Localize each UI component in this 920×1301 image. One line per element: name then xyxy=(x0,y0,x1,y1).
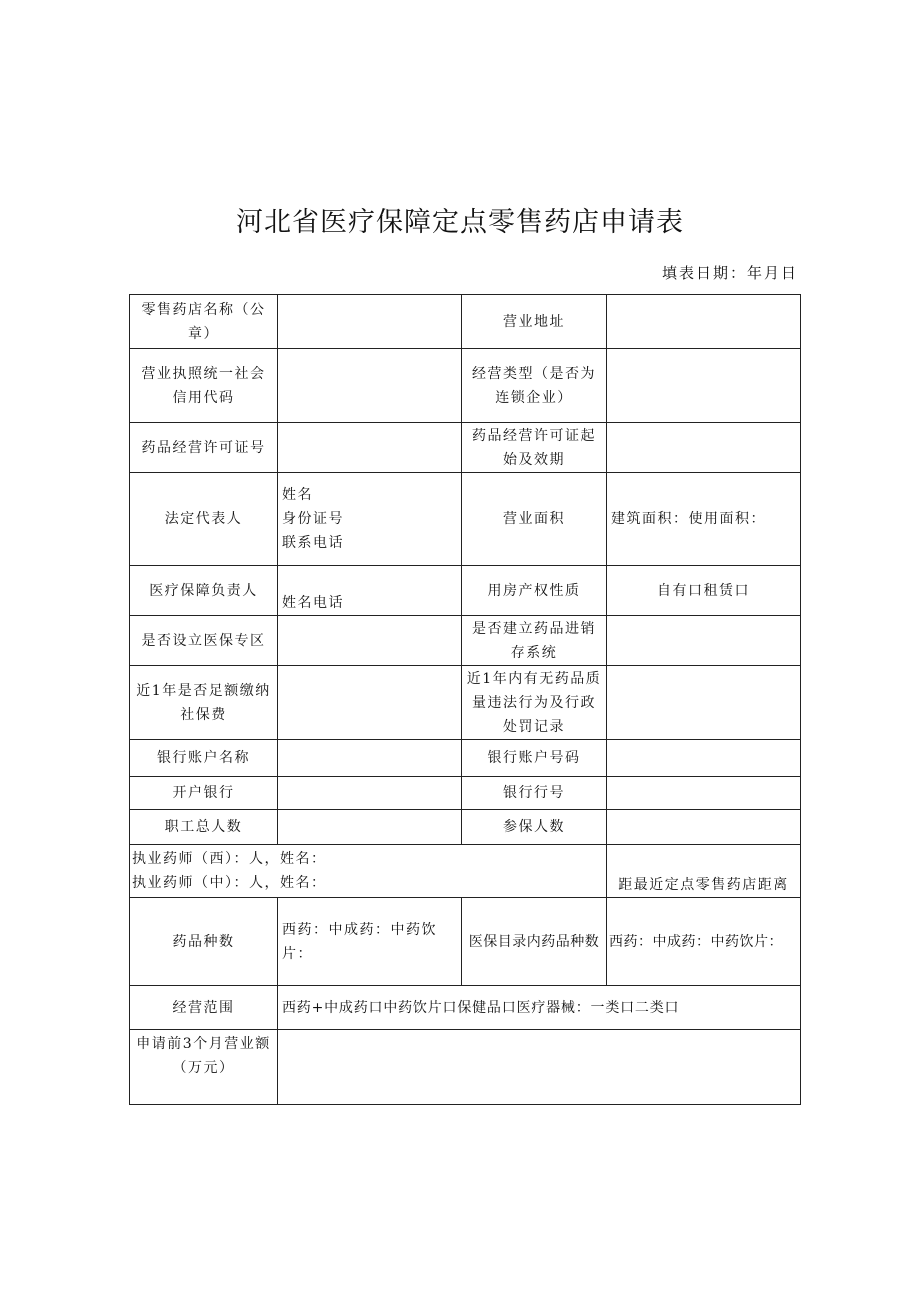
table-row xyxy=(130,616,801,666)
property-nature-field[interactable]: 自有口租赁口 xyxy=(607,566,801,616)
business-scope-field[interactable]: 西药+中成药口中药饮片口保健品口医疗器械：一类口二类口 xyxy=(278,986,801,1030)
nearest-pharmacy-distance-label[interactable]: 距最近定点零售药店距离 xyxy=(607,845,801,898)
business-type-label: 经营类型（是否为连锁企业） xyxy=(462,349,607,423)
table-row xyxy=(130,349,801,423)
legal-representative-field[interactable] xyxy=(278,473,462,566)
bank-account-number-label: 银行账户号码 xyxy=(462,740,607,777)
insurance-zone-field[interactable] xyxy=(278,616,462,666)
legal-rep-name-label: 姓名 xyxy=(282,487,313,503)
legal-representative-label: 法定代表人 xyxy=(130,473,278,566)
insured-count-field[interactable] xyxy=(607,810,801,845)
license-number-field[interactable] xyxy=(278,423,462,473)
revenue-field[interactable] xyxy=(278,1030,801,1105)
total-staff-label: 职工总人数 xyxy=(130,810,278,845)
license-validity-field[interactable] xyxy=(607,423,801,473)
violation-record-label: 近1年内有无药品质量违法行为及行政处罚记录 xyxy=(462,666,607,740)
page-title: 河北省医疗保障定点零售药店申请表 xyxy=(236,207,684,238)
business-address-field[interactable] xyxy=(607,295,801,349)
business-type-field[interactable] xyxy=(607,349,801,423)
bank-account-name-field[interactable] xyxy=(278,740,462,777)
business-address-label: 营业地址 xyxy=(462,295,607,349)
catalog-drug-types-field[interactable]: 西药：中成药：中药饮片： xyxy=(607,898,801,986)
credit-code-field[interactable] xyxy=(278,349,462,423)
table-row xyxy=(130,423,801,473)
fill-date: 填表日期：年月日 xyxy=(661,264,798,282)
table-row xyxy=(130,986,801,1030)
social-fee-field[interactable] xyxy=(278,666,462,740)
insurance-head-label: 医疗保障负责人 xyxy=(130,566,278,616)
catalog-drug-types-label: 医保目录内药品种数 xyxy=(462,898,607,986)
business-area-label: 营业面积 xyxy=(462,473,607,566)
store-name-field[interactable] xyxy=(278,295,462,349)
opening-bank-label: 开户银行 xyxy=(130,777,278,810)
legal-rep-phone-label: 联系电话 xyxy=(282,535,344,551)
table-row xyxy=(130,740,801,777)
store-name-label: 零售药店名称（公章） xyxy=(130,295,278,349)
bank-account-name-label: 银行账户名称 xyxy=(130,740,278,777)
table-row xyxy=(130,566,801,616)
social-fee-label: 近1年是否足额缴纳社保费 xyxy=(130,666,278,740)
inventory-system-label: 是否建立药品进销存系统 xyxy=(462,616,607,666)
license-validity-label: 药品经营许可证起始及效期 xyxy=(462,423,607,473)
application-form-table xyxy=(129,294,801,1105)
property-nature-label: 用房产权性质 xyxy=(462,566,607,616)
drug-types-field[interactable]: 西药：中成药：中药饮片： xyxy=(278,898,462,986)
opening-bank-field[interactable] xyxy=(278,777,462,810)
table-row xyxy=(130,810,801,845)
table-row xyxy=(130,845,801,898)
insurance-head-field[interactable]: 姓名电话 xyxy=(278,566,462,616)
table-row xyxy=(130,666,801,740)
table-row xyxy=(130,898,801,986)
bank-account-number-field[interactable] xyxy=(607,740,801,777)
total-staff-field[interactable] xyxy=(278,810,462,845)
bank-code-field[interactable] xyxy=(607,777,801,810)
bank-code-label: 银行行号 xyxy=(462,777,607,810)
insurance-zone-label: 是否设立医保专区 xyxy=(130,616,278,666)
table-row xyxy=(130,295,801,349)
pharmacist-field[interactable] xyxy=(130,845,607,898)
revenue-label: 申请前3个月营业额（万元） xyxy=(130,1030,278,1105)
legal-rep-id-label: 身份证号 xyxy=(282,511,344,527)
table-row xyxy=(130,473,801,566)
table-row xyxy=(130,777,801,810)
table-row xyxy=(130,1030,801,1105)
pharmacist-west-label: 执业药师（西）：人，姓名： xyxy=(132,851,327,867)
inventory-system-field[interactable] xyxy=(607,616,801,666)
credit-code-label: 营业执照统一社会信用代码 xyxy=(130,349,278,423)
business-scope-label: 经营范围 xyxy=(130,986,278,1030)
license-number-label: 药品经营许可证号 xyxy=(130,423,278,473)
pharmacist-chinese-label: 执业药师（中）：人，姓名： xyxy=(132,875,327,891)
drug-types-label: 药品种数 xyxy=(130,898,278,986)
violation-record-field[interactable] xyxy=(607,666,801,740)
insured-count-label: 参保人数 xyxy=(462,810,607,845)
business-area-field[interactable]: 建筑面积：使用面积： xyxy=(607,473,801,566)
